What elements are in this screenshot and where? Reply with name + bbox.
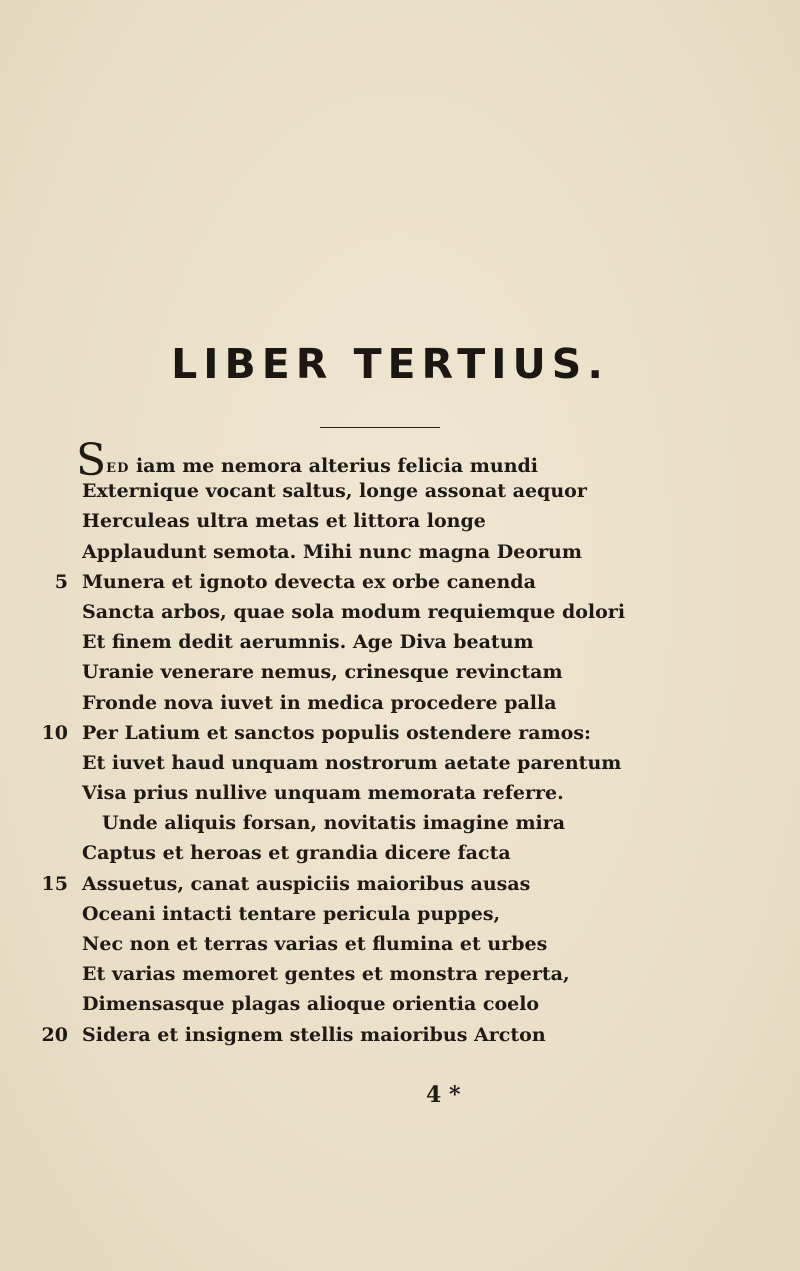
- verse-line: [0, 929, 800, 959]
- verse-line-indented: [0, 808, 800, 838]
- book-title: LIBER TERTIUS.: [171, 340, 609, 388]
- small-caps-text: ED: [106, 461, 130, 476]
- verse-text: Oceani intacti tentare pericula puppes,: [82, 902, 501, 925]
- verse-text: Et iuvet haud unquam nostrorum aetate parentum: [82, 751, 622, 774]
- verse-line: [0, 567, 800, 597]
- verse-text: Sancta arbos, quae sola modum requiemque dolori: [82, 600, 626, 623]
- verse-text: Fronde nova iuvet in medica procedere palla: [82, 691, 557, 714]
- verse-line: [0, 435, 800, 486]
- verse-number: 10: [41, 721, 68, 744]
- verse-text: Sidera et insignem stellis maioribus Arcton: [82, 1023, 546, 1046]
- verse-line: [0, 989, 800, 1019]
- verse-text: Assuetus, canat auspiciis maioribus ausas: [82, 872, 531, 895]
- verse-line: [0, 1020, 800, 1050]
- verse-line: [0, 838, 800, 868]
- verse-text: Applaudunt semota. Mihi nunc magna Deorum: [82, 540, 582, 563]
- verse-line: [0, 869, 800, 899]
- verse-text: Munera et ignoto devecta ex orbe canenda: [82, 570, 536, 593]
- verse-text: Et varias memoret gentes et monstra reperta,: [82, 963, 570, 986]
- verse-text: Nec non et terras varias et flumina et urbes: [82, 933, 548, 955]
- drop-initial: S: [76, 435, 107, 486]
- verse-text: Herculeas ultra metas et littora longe: [82, 510, 486, 533]
- verse-text: Captus et heroas et grandia dicere facta: [82, 842, 511, 865]
- verse-line: [0, 748, 800, 778]
- verse-text: Unde aliquis forsan, novitatis imagine mira: [102, 812, 566, 835]
- verse-line: [0, 506, 800, 536]
- verse-line: [0, 537, 800, 567]
- verse-line: [0, 657, 800, 687]
- verse-line: [0, 688, 800, 718]
- signature-mark: 4 *: [426, 1082, 461, 1108]
- verse-line: [0, 627, 800, 657]
- verse-line: [0, 959, 800, 989]
- verse-text: Visa prius nullive unquam memorata referre.: [82, 782, 564, 805]
- title-rule: [320, 427, 440, 428]
- verse-line: [0, 476, 800, 506]
- verse-line: [0, 899, 800, 929]
- verse-line: [0, 597, 800, 627]
- verse-number: 20: [41, 1023, 68, 1046]
- verse-text: Externique vocant saltus, longe assonat aequor: [82, 480, 587, 503]
- verse-line: [0, 778, 800, 808]
- verse-number: 5: [54, 570, 68, 593]
- verse-block: [0, 435, 800, 1050]
- verse-text: Uranie venerare nemus, crinesque revinctam: [82, 661, 563, 684]
- verse-text-rest: iam me nemora alterius felicia mundi: [129, 455, 539, 477]
- verse-text: Dimensasque plagas alioque orientia coelo: [82, 993, 540, 1016]
- verse-number: 15: [41, 872, 68, 895]
- verse-line: [0, 718, 800, 748]
- verse-text: Et finem dedit aerumnis. Age Diva beatum: [82, 631, 534, 654]
- verse-text: Per Latium et sanctos populis ostendere ramos:: [82, 721, 592, 744]
